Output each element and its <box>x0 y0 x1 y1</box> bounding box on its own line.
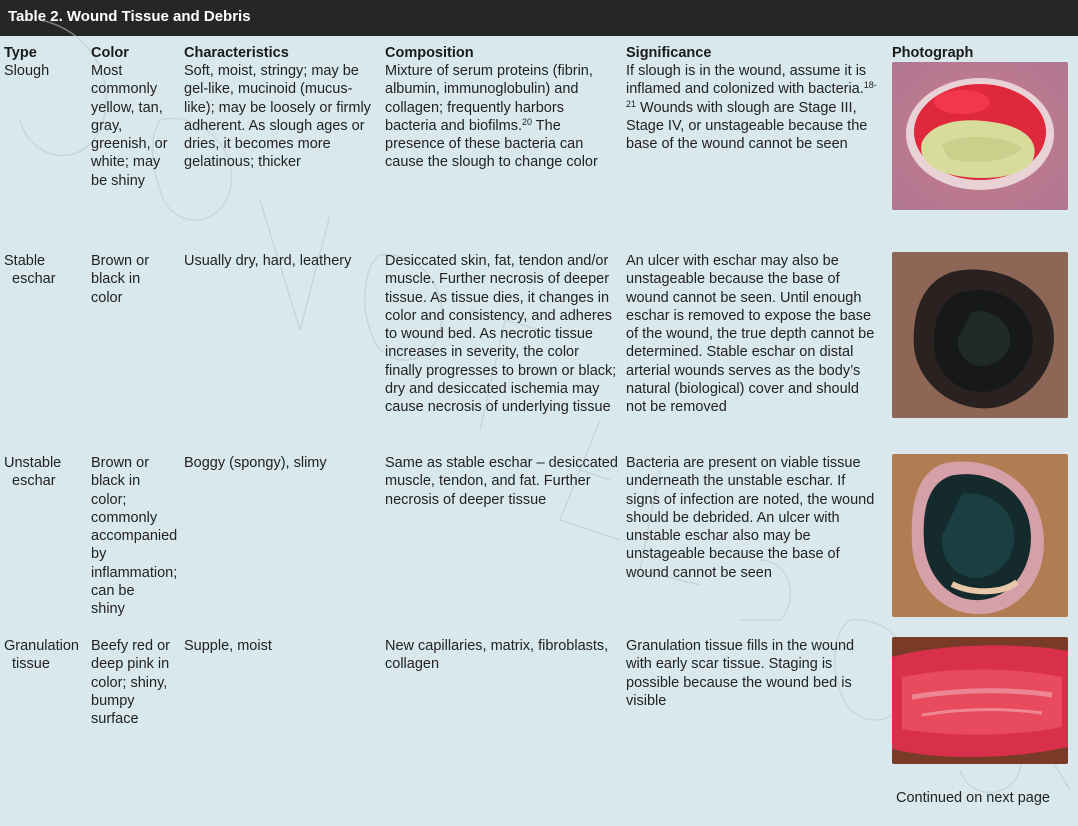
cell-color: Beefy red or deep pink in color; shiny, bumpy surface <box>91 638 170 728</box>
table-title-bar <box>0 0 1078 36</box>
header-significance: Significance <box>626 45 712 61</box>
header-composition: Composition <box>385 45 474 61</box>
cell-composition: Same as stable eschar – desiccated muscle, tendon, and fat. Further necrosis of deeper tissue <box>385 455 618 508</box>
cell-significance: Bacteria are present on viable tissue underneath the unstable eschar. If signs of infection are noted, the wound should be debrided. An ulcer with unstable eschar also may be unstageable because the base of wound cannot be seen <box>626 455 875 581</box>
cell-composition: New capillaries, matrix, fibroblasts, collagen <box>385 638 609 673</box>
cell-significance: An ulcer with eschar may also be unstageable because the base of wound cannot be seen. Until enough eschar is removed to expose the base of the wound, the true depth cannot be determined. Stable eschar on distal arterial wounds serves as the body’s natural (biological) cover and should not be removed <box>626 253 875 416</box>
cell-characteristics: Soft, moist, stringy; may be gel-like, mucinoid (mucus-like); may be loosely or firmly adherent. As slough ages or dries, it becomes more gelatinous; thicker <box>184 63 371 171</box>
cell-characteristics: Usually dry, hard, leathery <box>184 253 352 269</box>
cell-composition: Desiccated skin, fat, tendon and/or muscle. Further necrosis of deeper tissue. As tissue dies, it changes in color and consistency, and adheres to wound bed. As necrotic tissue increases in severity, the color finally progresses to brown or black; dry and desiccated ischemia may cause necrosis of underlying tissue <box>385 253 617 416</box>
header-photograph: Photograph <box>892 45 974 61</box>
granulation-tissue-wound-photo <box>892 637 1068 764</box>
table-title: Table 2. Wound Tissue and Debris <box>8 8 251 25</box>
cell-color: Brown or black in color <box>91 253 150 306</box>
table-header-row <box>0 44 1072 62</box>
cell-type: Granulation tissue <box>4 638 79 673</box>
header-type: Type <box>4 45 37 61</box>
continued-note: Continued on next page <box>896 790 1050 806</box>
slough-wound-photo <box>892 62 1068 210</box>
stable-eschar-wound-photo <box>892 252 1068 418</box>
cell-color: Brown or black in color; commonly accompanied by inflammation; can be shiny <box>91 455 178 618</box>
table-row-stable-eschar <box>0 252 1072 454</box>
cell-color: Most commonly yellow, tan, gray, greenish, or white; may be shiny <box>91 63 168 189</box>
cell-photograph <box>886 252 1072 454</box>
cell-photograph <box>886 637 1072 777</box>
cell-type: Slough <box>4 63 50 79</box>
cell-characteristics: Supple, moist <box>184 638 272 654</box>
header-characteristics: Characteristics <box>184 45 289 61</box>
cell-type: Stable eschar <box>4 253 56 288</box>
table-row-slough <box>0 62 1072 252</box>
cell-photograph <box>886 62 1072 252</box>
cell-photograph <box>886 454 1072 637</box>
cell-significance: Granulation tissue fills in the wound with early scar tissue. Staging is possible because the wound bed is visible <box>626 638 855 709</box>
unstable-eschar-wound-photo <box>892 454 1068 617</box>
wound-tissue-table <box>0 44 1078 777</box>
table-row-unstable-eschar <box>0 454 1072 637</box>
cell-type: Unstable eschar <box>4 455 62 490</box>
cell-characteristics: Boggy (spongy), slimy <box>184 455 327 471</box>
header-color: Color <box>91 45 129 61</box>
cell-significance: If slough is in the wound, assume it is inflamed and colonized with bacteria.$^{18-21}$ Wounds with slough are Stage III, Stage IV, or unstageable because the base of the wound cannot be seen <box>626 63 877 153</box>
cell-composition: Mixture of serum proteins (fibrin, albumin, immunoglobulin) and collagen; frequently harbors bacteria and biofilms.$^{20}$ The presence of these bacteria can cause the slough to change color <box>385 63 598 171</box>
table-row-granulation-tissue <box>0 637 1072 777</box>
